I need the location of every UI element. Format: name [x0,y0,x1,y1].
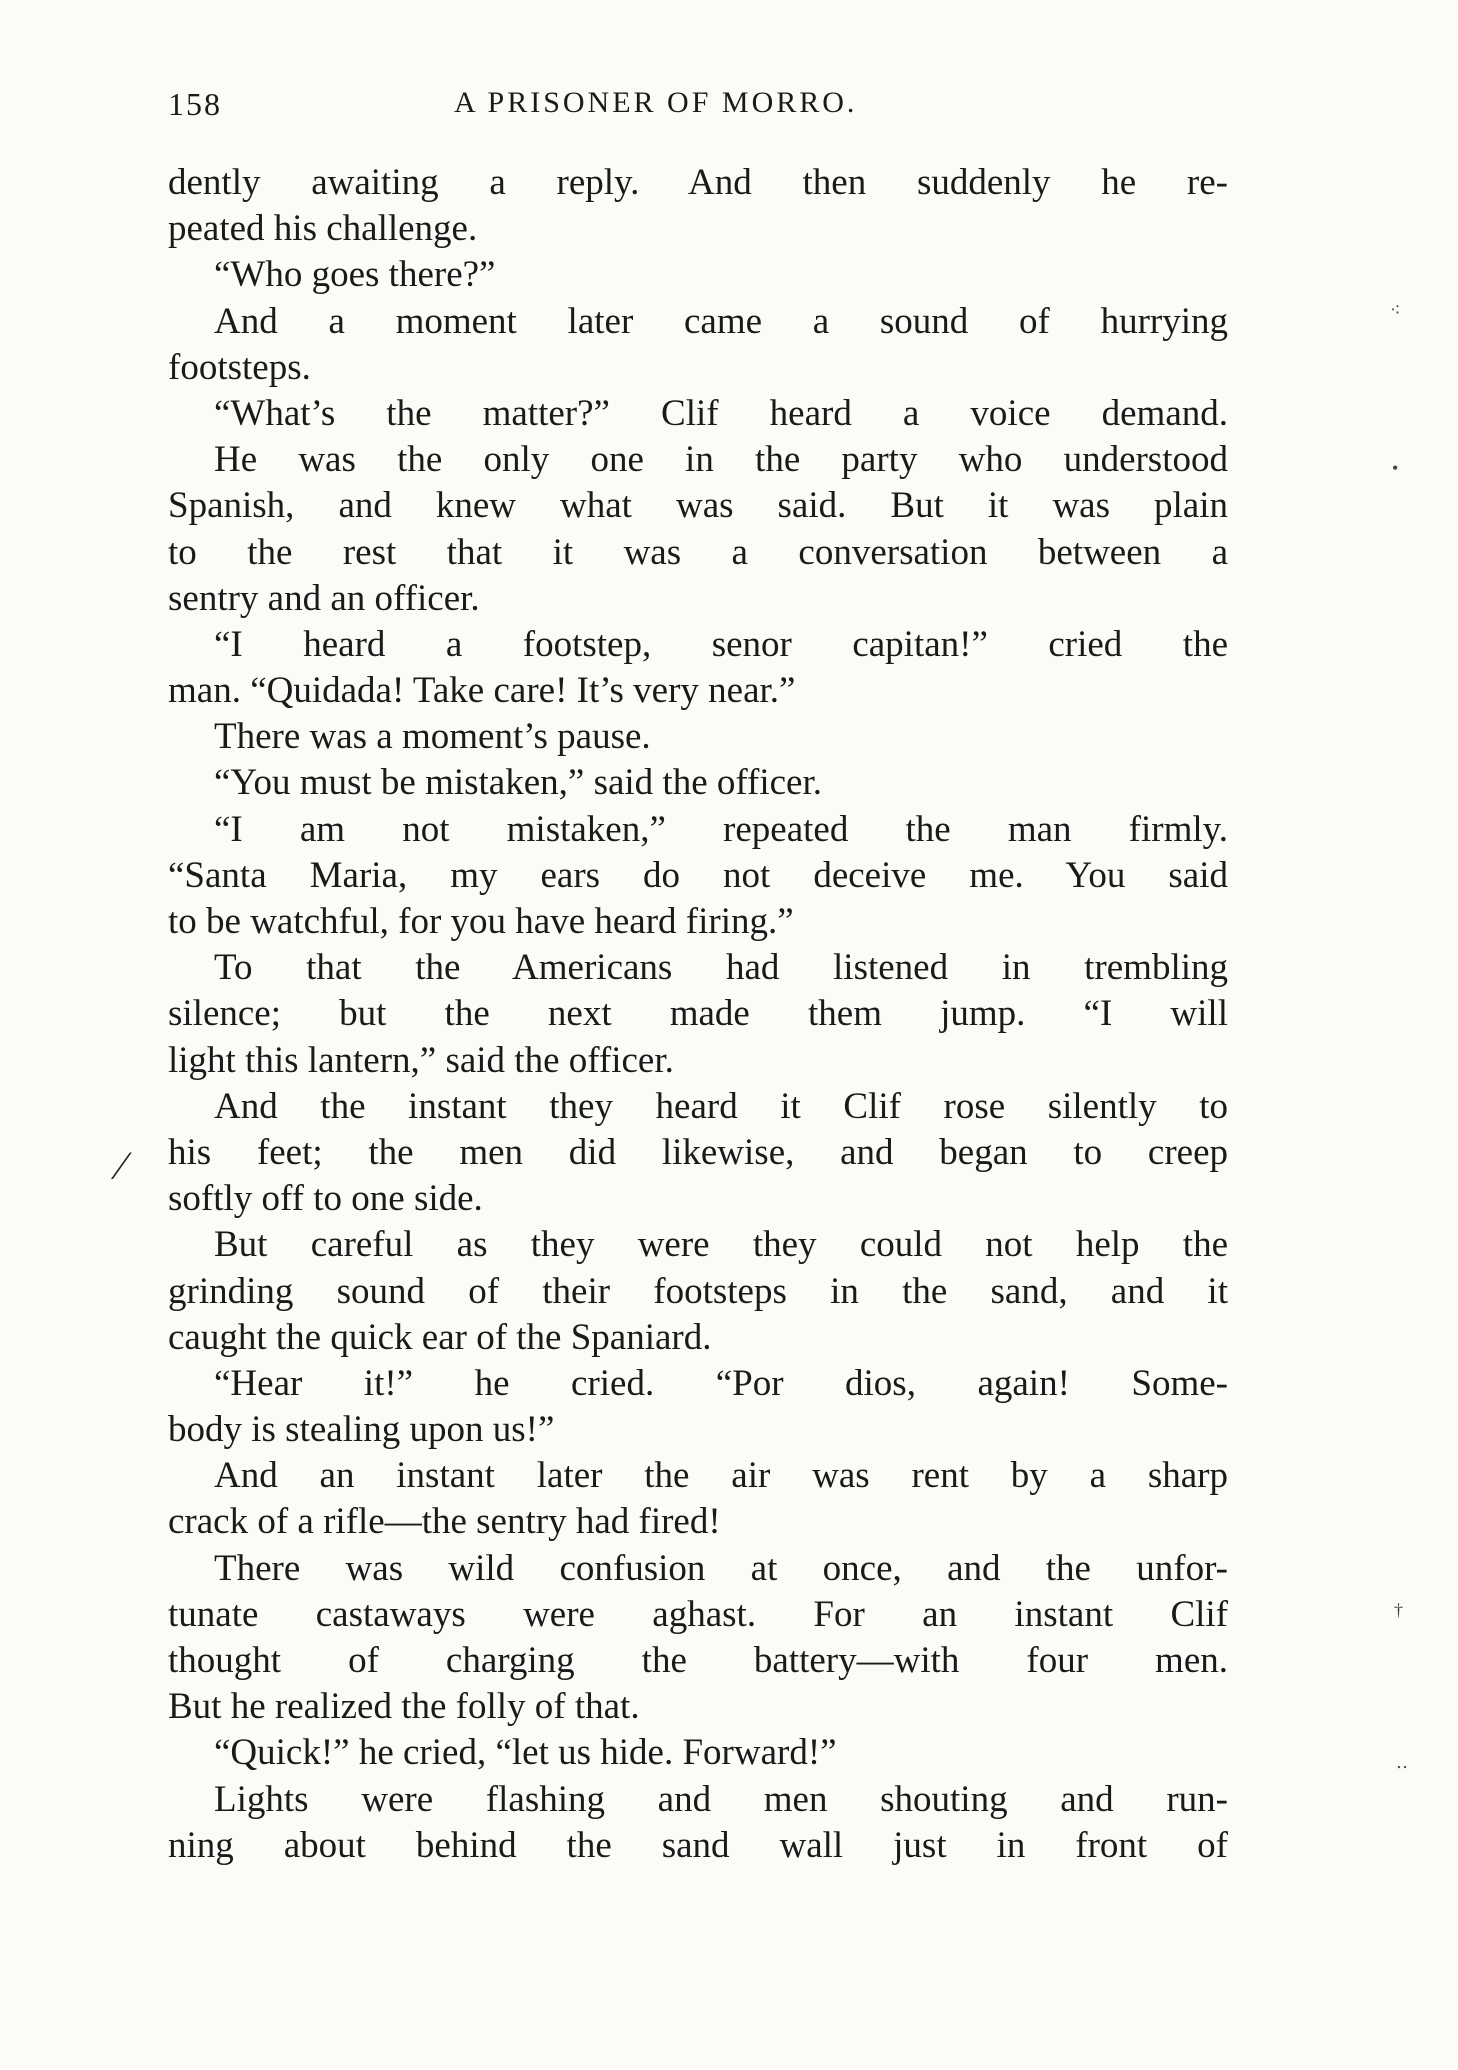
text-line: to be watchful, for you have heard firing.” [168,901,794,942]
text-line: ning about behind the sand wall just in front of [168,1824,1228,1866]
text-line: “I am not mistaken,” repeated the man firmly. [214,808,1228,850]
text-line: “Hear it!” he cried. “Por dios, again! Some- [214,1362,1228,1404]
text-line: light this lantern,” said the officer. [168,1039,674,1081]
text-line: There was a moment’s pause. [214,716,651,758]
text-line: sentry and an officer. [168,577,480,619]
text-line: “Who goes there?” [214,254,496,296]
text-line: There was wild confusion at once, and the unfor- [214,1547,1228,1589]
text-line: “What’s the matter?” Clif heard a voice demand. [214,392,1228,434]
text-line: caught the quick ear of the Spaniard. [168,1316,712,1358]
text-line: body is stealing upon us!” [168,1409,555,1451]
text-line: Spanish, and knew what was said. But it was plain [168,485,1228,527]
text-line: And the instant they heard it Clif rose silently to [214,1085,1228,1127]
text-line: And a moment later came a sound of hurrying [214,300,1228,342]
page-header [168,86,1228,126]
margin-mark: ⁄ [118,1143,125,1188]
text-line: tunate castaways were aghast. For an instant Clif [168,1593,1228,1635]
text-line: man. “Quidada! Take care! It’s very near.” [168,670,796,712]
text-line: Lights were flashing and men shouting and run- [214,1778,1228,1820]
page-number: 158 [168,86,222,122]
text-line: peated his challenge. [168,208,478,250]
text-line: to the rest that it was a conversation between a [168,531,1228,573]
text-line: silence; but the next made them jump. “I will [168,993,1228,1035]
text-line: “Quick!” he cried, “let us hide. Forward!” [214,1732,837,1774]
text-line: footsteps. [168,346,311,388]
text-line: “You must be mistaken,” said the officer. [214,762,823,804]
text-line: thought of charging the battery—with four men. [168,1640,1228,1681]
text-line: “Santa Maria, my ears do not deceive me. You said [168,854,1228,896]
text-line: crack of a rifle—the sentry had fired! [168,1501,721,1543]
body-text [168,160,1228,1869]
running-title: A PRISONER OF MORRO. [454,86,858,119]
text-line: softly off to one side. [168,1178,483,1220]
text-line: To that the Americans had listened in trembling [214,947,1228,989]
text-line: grinding sound of their footsteps in the sand, and it [168,1270,1228,1312]
text-line: dently awaiting a reply. And then suddenly he re- [168,162,1228,203]
margin-speck: ⁖ [1390,300,1401,320]
margin-speck: • [1392,458,1399,478]
text-line: But he realized the folly of that. [168,1686,640,1728]
text-line: But careful as they were they could not help the [214,1224,1228,1266]
text-line: He was the only one in the party who understood [214,439,1228,481]
margin-speck: † [1394,1600,1403,1620]
margin-speck: ‥ [1396,1752,1409,1772]
text-line: And an instant later the air was rent by a sharp [214,1455,1228,1497]
text-line: his feet; the men did likewise, and began to creep [168,1131,1228,1173]
text-line: “I heard a footstep, senor capitan!” cried the [214,623,1228,665]
